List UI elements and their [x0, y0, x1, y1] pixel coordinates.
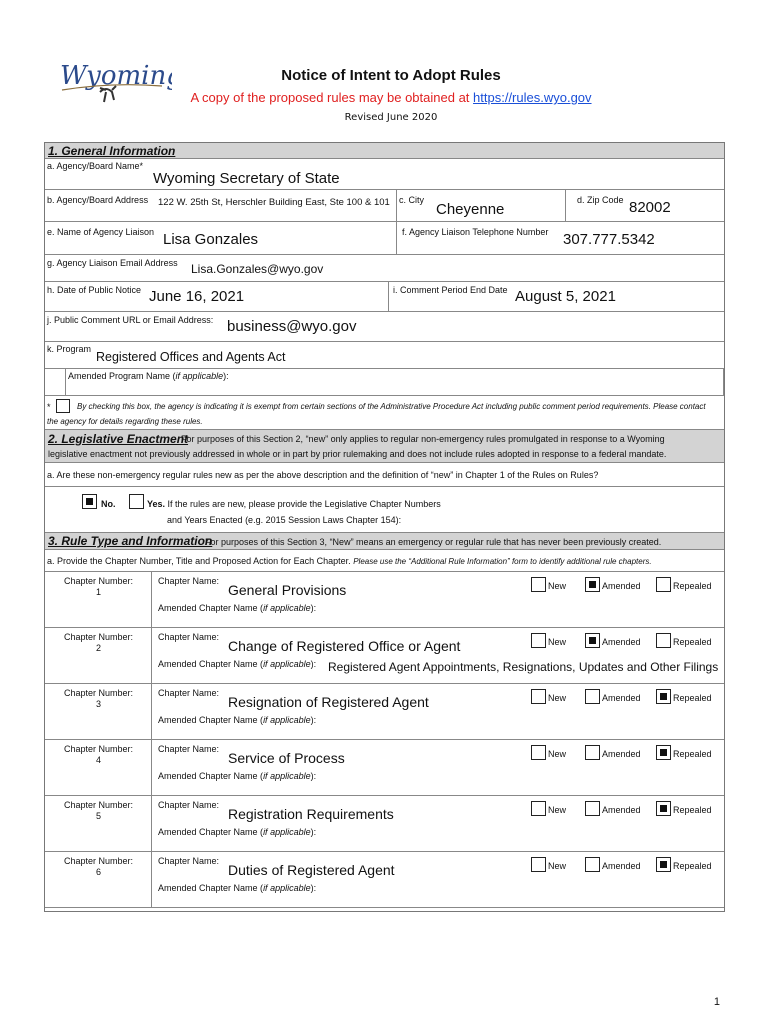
- liaison-name-field[interactable]: Lisa Gonzales: [163, 231, 259, 248]
- program-row: [45, 342, 724, 369]
- repealed-checkbox[interactable]: [656, 857, 671, 872]
- repealed-checkbox[interactable]: [656, 689, 671, 704]
- agency-address-field[interactable]: 122 W. 25th St, Herschler Building East, Ste 100 & 101: [158, 197, 390, 208]
- chapter-row: [45, 740, 724, 796]
- amended-label: Amended: [602, 693, 641, 703]
- amended-chapter-name-field[interactable]: Registered Agent Appointments, Resignations, Updates and Other Filings: [328, 660, 719, 674]
- chapter-number-value[interactable]: 2: [95, 643, 101, 653]
- rules-link[interactable]: https://rules.wyo.gov: [473, 90, 592, 105]
- amended-chapter-name-label: Amended Chapter Name (if applicable):: [158, 659, 317, 669]
- amended-program-box[interactable]: [65, 369, 724, 395]
- program-field[interactable]: Registered Offices and Agents Act: [96, 350, 286, 364]
- exempt-text: By checking this box, the agency is indicating it is exempt from certain sections of the Administrative Procedure Act including public comment period requirements. Please contact: [77, 402, 706, 411]
- repealed-checkbox[interactable]: [656, 801, 671, 816]
- no-label: No.: [101, 499, 116, 509]
- chapter-number-cell: [45, 740, 152, 795]
- program-label: k. Program: [47, 344, 92, 354]
- divider: [396, 222, 397, 254]
- exempt-checkbox[interactable]: [56, 399, 70, 413]
- section-3-title: 3. Rule Type and Information: [48, 534, 213, 548]
- liaison-row: [45, 222, 724, 255]
- agency-address-label: b. Agency/Board Address: [47, 195, 149, 205]
- amended-chapter-name-label: Amended Chapter Name (if applicable):: [158, 883, 317, 893]
- chapter-row: [45, 796, 724, 852]
- chapter-name-field[interactable]: Duties of Registered Agent: [228, 862, 395, 878]
- exempt-text-2: the agency for details regarding these rules.: [47, 417, 203, 426]
- liaison-email-label: g. Agency Liaison Email Address: [47, 258, 178, 268]
- zip-field[interactable]: 82002: [629, 199, 671, 216]
- chapter-name-field[interactable]: Change of Registered Office or Agent: [228, 638, 461, 654]
- amended-chapter-name-label: Amended Chapter Name (if applicable):: [158, 771, 317, 781]
- chapter-name-field[interactable]: Resignation of Registered Agent: [228, 694, 429, 710]
- agency-name-row: [45, 159, 724, 190]
- new-label: New: [548, 581, 567, 591]
- section-3-instruction-row: [45, 550, 724, 572]
- new-label: New: [548, 861, 567, 871]
- chapter-number-label: Chapter Number:: [63, 744, 134, 754]
- email-row: [45, 255, 724, 282]
- repealed-checkbox[interactable]: [656, 577, 671, 592]
- amended-label: Amended: [602, 861, 641, 871]
- agency-name-label: a. Agency/Board Name*: [47, 161, 144, 171]
- new-label: New: [548, 805, 567, 815]
- chapter-name-label: Chapter Name:: [158, 688, 220, 698]
- section-2-question-row: [45, 463, 724, 487]
- chapter-name-field[interactable]: Service of Process: [228, 750, 345, 766]
- repealed-label: Repealed: [673, 693, 712, 703]
- new-checkbox[interactable]: [531, 801, 546, 816]
- section-2-note: For purposes of this Section 2, “new” only applies to regular non-emergency rules promulgated in response to a Wyoming: [181, 434, 665, 444]
- amended-label: Amended: [602, 805, 641, 815]
- repealed-label: Repealed: [673, 805, 712, 815]
- chapter-name-label: Chapter Name:: [158, 856, 220, 866]
- section-3-header: [45, 533, 724, 550]
- repealed-label: Repealed: [673, 637, 712, 647]
- new-checkbox[interactable]: [531, 689, 546, 704]
- chapter-number-value[interactable]: 6: [95, 867, 101, 877]
- comment-end-field[interactable]: August 5, 2021: [515, 288, 616, 305]
- chapter-number-label: Chapter Number:: [63, 856, 134, 866]
- amended-checkbox[interactable]: [585, 577, 600, 592]
- repealed-label: Repealed: [673, 749, 712, 759]
- city-label: c. City: [399, 195, 425, 205]
- section-3-instruction: a. Provide the Chapter Number, Title and Proposed Action for Each Chapter. Please use the “Additional Rule Information” form to identify additional rule chapters.: [47, 556, 652, 566]
- repealed-label: Repealed: [673, 861, 712, 871]
- logo-wordmark: Wyoming: [60, 61, 172, 91]
- amended-chapter-name-label: Amended Chapter Name (if applicable):: [158, 715, 317, 725]
- section-2-answer-row: [45, 487, 724, 533]
- yes-label: Yes. If the rules are new, please provide the Legislative Chapter Numbers: [147, 499, 441, 509]
- no-checkbox[interactable]: [82, 494, 97, 509]
- section-2-note-2: legislative enactment not previously addressed in whole or in part by prior rulemaking and does not include rules adopted in response to a federal mandate.: [48, 449, 667, 459]
- chapter-name-label: Chapter Name:: [158, 744, 220, 754]
- liaison-phone-field[interactable]: 307.777.5342: [563, 231, 655, 248]
- comment-url-field[interactable]: business@wyo.gov: [227, 318, 357, 335]
- amended-label: Amended: [602, 637, 641, 647]
- new-checkbox[interactable]: [531, 857, 546, 872]
- chapter-row: [45, 572, 724, 628]
- chapter-number-label: Chapter Number:: [63, 632, 134, 642]
- section-1-title: 1. General Information: [48, 144, 176, 158]
- zip-label: d. Zip Code: [577, 195, 624, 205]
- yes-text-2: and Years Enacted (e.g. 2015 Session Laws Chapter 154):: [167, 515, 402, 525]
- chapter-name-field[interactable]: General Provisions: [228, 582, 347, 598]
- public-notice-date-label: h. Date of Public Notice: [47, 285, 142, 295]
- amended-chapter-name-label: Amended Chapter Name (if applicable):: [158, 603, 317, 613]
- section-2-header: [45, 430, 724, 463]
- page-title: Notice of Intent to Adopt Rules: [281, 67, 501, 84]
- exempt-row: [45, 396, 724, 430]
- amended-checkbox[interactable]: [585, 857, 600, 872]
- comment-url-label: j. Public Comment URL or Email Address:: [47, 315, 214, 325]
- chapter-row: [45, 852, 724, 908]
- chapter-number-value[interactable]: 3: [95, 699, 101, 709]
- amended-checkbox[interactable]: [585, 801, 600, 816]
- exempt-asterisk: *: [47, 402, 51, 412]
- amended-label: Amended: [602, 749, 641, 759]
- liaison-name-label: e. Name of Agency Liaison: [47, 227, 155, 237]
- notice-form: [44, 142, 725, 912]
- chapter-number-value[interactable]: 5: [95, 811, 101, 821]
- new-label: New: [548, 693, 567, 703]
- yes-checkbox[interactable]: [129, 494, 144, 509]
- revised-date: Revised June 2020: [344, 112, 438, 123]
- section-1-header: [45, 143, 724, 159]
- section-3-note: For purposes of this Section 3, “New” means an emergency or regular rule that has never been previously created.: [205, 537, 662, 547]
- repealed-checkbox[interactable]: [656, 633, 671, 648]
- amended-checkbox[interactable]: [585, 689, 600, 704]
- liaison-email-field[interactable]: Lisa.Gonzales@wyo.gov: [191, 262, 324, 276]
- new-label: New: [548, 637, 567, 647]
- chapter-number-cell: [45, 684, 152, 739]
- divider: [565, 190, 566, 221]
- new-label: New: [548, 749, 567, 759]
- chapter-number-cell: [45, 572, 152, 627]
- chapter-number-label: Chapter Number:: [63, 688, 134, 698]
- comment-end-label: i. Comment Period End Date: [393, 285, 508, 295]
- section-2-question: a. Are these non-emergency regular rules new as per the above description and the definition of “new” in Chapter 1 of the Rules on Rules?: [47, 470, 599, 480]
- amended-chapter-name-label: Amended Chapter Name (if applicable):: [158, 827, 317, 837]
- chapter-name-field[interactable]: Registration Requirements: [228, 806, 394, 822]
- amended-checkbox[interactable]: [585, 745, 600, 760]
- agency-name-field[interactable]: Wyoming Secretary of State: [153, 170, 340, 187]
- new-checkbox[interactable]: [531, 577, 546, 592]
- page-subtitle: A copy of the proposed rules may be obtained at https://rules.wyo.gov: [190, 90, 592, 105]
- chapter-number-label: Chapter Number:: [63, 576, 134, 586]
- section-2-title: 2. Legislative Enactment: [48, 432, 189, 446]
- chapter-row: [45, 684, 724, 740]
- new-checkbox[interactable]: [531, 633, 546, 648]
- page-number: 1: [713, 996, 720, 1008]
- chapter-number-value[interactable]: 4: [95, 755, 101, 765]
- chapter-name-label: Chapter Name:: [158, 800, 220, 810]
- repealed-checkbox[interactable]: [656, 745, 671, 760]
- amended-label: Amended: [602, 581, 641, 591]
- divider: [396, 190, 397, 221]
- chapter-number-label: Chapter Number:: [63, 800, 134, 810]
- divider: [388, 282, 389, 311]
- dates-row: [45, 282, 724, 312]
- comment-url-row: [45, 312, 724, 342]
- city-field[interactable]: Cheyenne: [436, 201, 505, 218]
- repealed-label: Repealed: [673, 581, 712, 591]
- chapter-number-cell: [45, 628, 152, 683]
- liaison-phone-label: f. Agency Liaison Telephone Number: [402, 227, 549, 237]
- chapter-row: [45, 628, 724, 684]
- amended-program-label: Amended Program Name (if applicable):: [68, 371, 229, 381]
- address-row: [45, 190, 724, 222]
- new-checkbox[interactable]: [531, 745, 546, 760]
- amended-program-row: [45, 369, 724, 396]
- chapter-number-value[interactable]: 1: [95, 587, 101, 597]
- public-notice-date-field[interactable]: June 16, 2021: [149, 288, 245, 305]
- chapter-number-cell: [45, 796, 152, 851]
- chapter-name-label: Chapter Name:: [158, 576, 220, 586]
- chapter-number-cell: [45, 852, 152, 907]
- amended-checkbox[interactable]: [585, 633, 600, 648]
- chapter-name-label: Chapter Name:: [158, 632, 220, 642]
